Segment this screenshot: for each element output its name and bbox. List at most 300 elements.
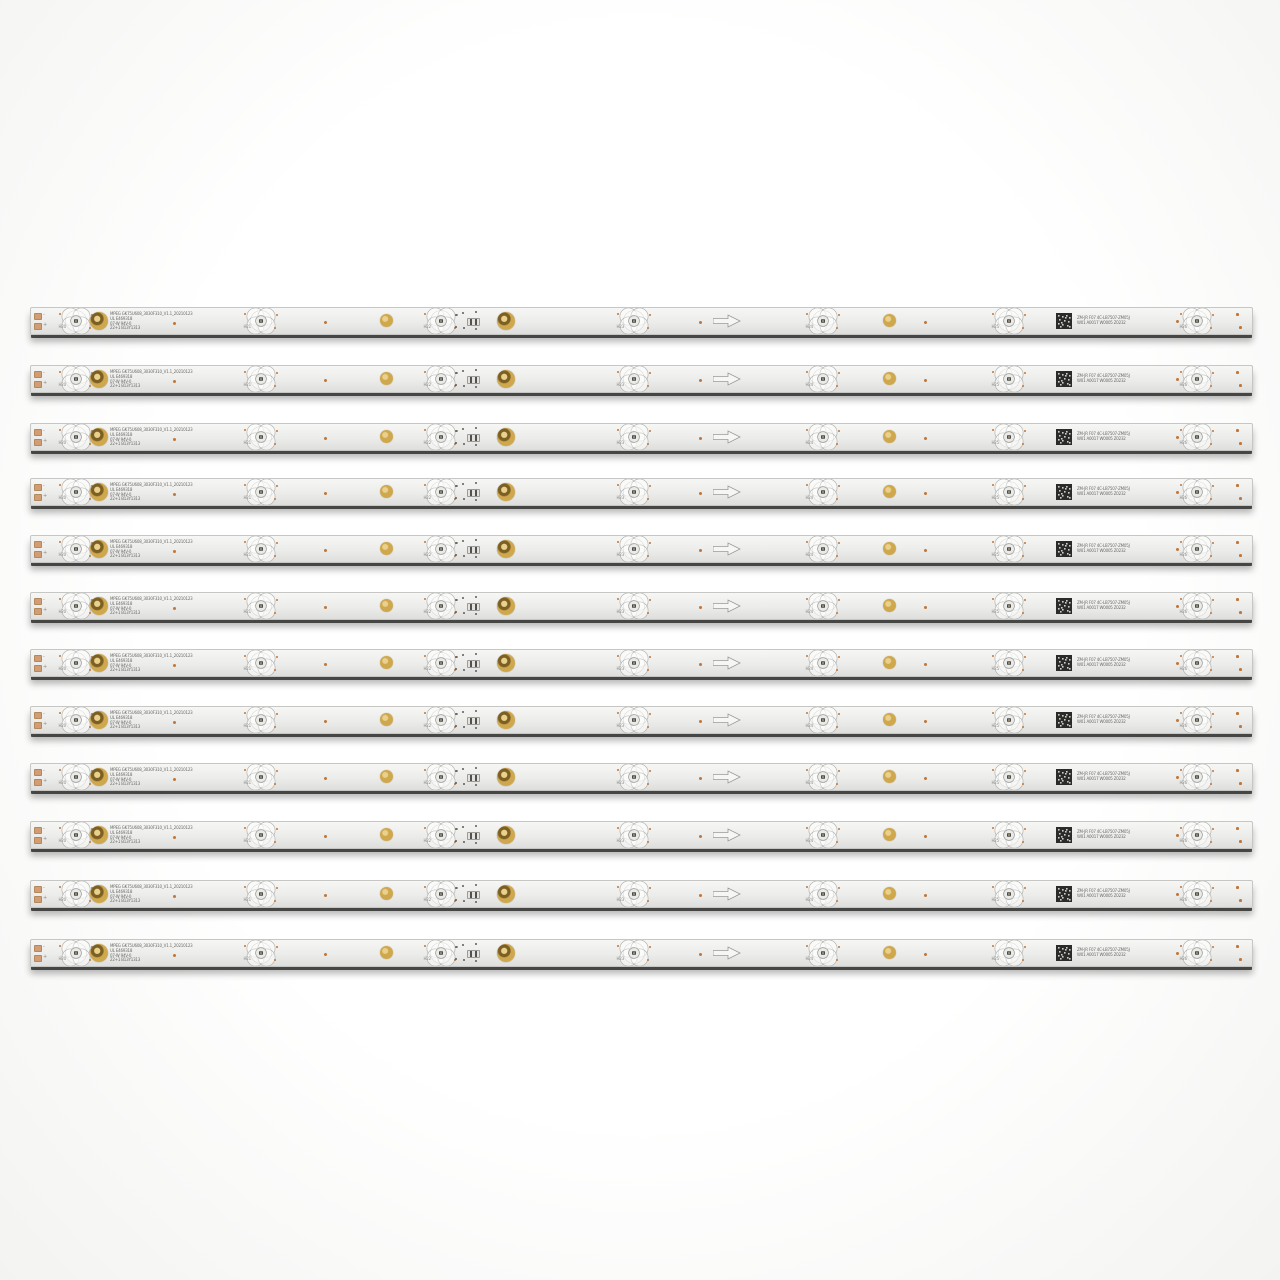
component-dot <box>462 597 464 599</box>
fiducial-dot <box>324 437 327 440</box>
screw-hole <box>90 370 108 388</box>
led-position-label: H21 <box>243 552 251 557</box>
direction-arrow-icon <box>713 599 741 613</box>
led-position-label: H25 <box>991 552 999 557</box>
component-dot <box>475 842 477 844</box>
fiducial-dot <box>173 836 176 839</box>
component-dot <box>455 542 457 544</box>
connector-pad <box>34 429 42 436</box>
led-position-label: H22 <box>423 780 431 785</box>
led-lens <box>243 593 279 619</box>
polarity-mark: + <box>43 493 48 499</box>
fiducial-dot <box>173 550 176 553</box>
led-position-label: H24 <box>805 382 813 387</box>
fiducial-dot <box>1176 834 1179 837</box>
led-lens <box>991 593 1027 619</box>
screw-hole <box>90 312 108 330</box>
silkscreen-text-left: UL E469318 <box>110 600 133 606</box>
mounting-hole <box>380 946 393 959</box>
mounting-hole <box>883 430 896 443</box>
silkscreen-text-left: 07-W 94V-0 <box>110 548 132 554</box>
led-position-label: H21 <box>243 666 251 671</box>
led-lens <box>58 707 94 733</box>
led-lens <box>423 764 459 790</box>
led-lens <box>991 308 1027 334</box>
mounting-hole <box>883 713 896 726</box>
component-dot <box>475 482 477 484</box>
mounting-hole <box>380 770 393 783</box>
component-dot <box>462 885 464 887</box>
led-position-label: H26 <box>1179 609 1187 614</box>
polarity-mark: + <box>43 721 48 727</box>
direction-arrow-icon <box>713 770 741 784</box>
led-lens <box>805 650 841 676</box>
led-lens <box>423 650 459 676</box>
led-lens <box>805 707 841 733</box>
silkscreen-text-left: UL E469318 <box>110 714 133 720</box>
component-dot <box>463 959 465 961</box>
polarity-mark: + <box>43 607 48 613</box>
component-dot <box>475 499 477 501</box>
polarity-mark: + <box>43 550 48 556</box>
datamatrix-code-icon <box>1056 313 1072 329</box>
datamatrix-code-icon <box>1056 655 1072 671</box>
silkscreen-text-left: 22+1 B13Y1313 <box>110 325 141 331</box>
fiducial-dot <box>699 720 702 723</box>
silkscreen-text-right: W01 A0017 W0005 Z0232 <box>1077 320 1126 325</box>
fiducial-dot <box>173 380 176 383</box>
fiducial-dot <box>173 895 176 898</box>
fiducial-dot <box>699 894 702 897</box>
silkscreen-text-left: MPEG GK75U608_3030F310_V1.1_20210123 <box>110 710 193 715</box>
component-dot <box>475 539 477 541</box>
silkscreen-text-left: UL E469318 <box>110 373 133 379</box>
led-position-label: H25 <box>991 324 999 329</box>
fiducial-dot <box>924 606 927 609</box>
end-solder-dot <box>1236 827 1239 830</box>
led-position-label: H20 <box>58 609 66 614</box>
fiducial-dot <box>173 664 176 667</box>
end-solder-dot <box>1239 668 1242 671</box>
led-lens <box>243 308 279 334</box>
led-position-label: H23 <box>616 440 624 445</box>
led-position-label: H24 <box>805 897 813 902</box>
led-lens <box>805 308 841 334</box>
component-dot <box>463 669 465 671</box>
silkscreen-text-left: UL E469318 <box>110 657 133 663</box>
component-dot <box>475 444 477 446</box>
silkscreen-text-right: ZM-JR F07 4C-LB7507-ZM05J <box>1077 543 1130 548</box>
led-position-label: H22 <box>423 838 431 843</box>
direction-arrow-icon <box>713 656 741 670</box>
component-dot <box>463 612 465 614</box>
led-position-label: H25 <box>991 609 999 614</box>
led-lens <box>991 940 1027 966</box>
fiducial-dot <box>1176 378 1179 381</box>
fiducial-dot <box>173 438 176 441</box>
mounting-hole <box>380 713 393 726</box>
fiducial-dot <box>173 493 176 496</box>
end-solder-dot <box>1239 611 1242 614</box>
component-dot <box>462 711 464 713</box>
polarity-mark: + <box>43 895 48 901</box>
led-lens <box>616 479 652 505</box>
mounting-hole <box>380 372 393 385</box>
direction-arrow-icon <box>713 946 741 960</box>
led-lens <box>423 940 459 966</box>
fiducial-dot <box>324 663 327 666</box>
led-position-label: H25 <box>991 382 999 387</box>
silkscreen-text-left: 07-W 94V-0 <box>110 491 132 497</box>
led-lens <box>58 424 94 450</box>
led-lens <box>805 940 841 966</box>
component-dot <box>475 727 477 729</box>
polarity-mark: + <box>43 380 48 386</box>
led-position-label: H22 <box>423 609 431 614</box>
screw-hole <box>90 826 108 844</box>
connector-pad <box>34 598 42 605</box>
fiducial-dot <box>924 894 927 897</box>
silkscreen-text-left: 22+1 B13Y1313 <box>110 839 141 845</box>
silkscreen-text-left: 22+1 B13Y1313 <box>110 610 141 616</box>
component-dot <box>462 428 464 430</box>
silkscreen-text-left: MPEG GK75U608_3030F310_V1.1_20210123 <box>110 311 193 316</box>
datamatrix-code-icon <box>1056 484 1072 500</box>
fiducial-dot <box>924 835 927 838</box>
led-position-label: H22 <box>423 552 431 557</box>
resistor-component <box>467 660 480 668</box>
silkscreen-text-right: ZM-JR F07 4C-LB7507-ZM05J <box>1077 315 1130 320</box>
led-position-label: H26 <box>1179 956 1187 961</box>
screw-hole <box>497 370 515 388</box>
direction-arrow-icon <box>713 314 741 328</box>
silkscreen-text-left: 22+1 B13Y1313 <box>110 441 141 447</box>
fiducial-dot <box>173 607 176 610</box>
led-position-label: H25 <box>991 440 999 445</box>
led-position-label: H26 <box>1179 723 1187 728</box>
led-lens <box>616 536 652 562</box>
screw-hole <box>497 428 515 446</box>
component-dot <box>475 710 477 712</box>
led-lens <box>616 881 652 907</box>
silkscreen-text-left: UL E469318 <box>110 771 133 777</box>
component-dot <box>455 725 457 727</box>
led-position-label: H24 <box>805 666 813 671</box>
silkscreen-text-left: 07-W 94V-0 <box>110 605 132 611</box>
component-dot <box>455 442 457 444</box>
silkscreen-text-left: 07-W 94V-0 <box>110 378 132 384</box>
connector-pad <box>34 712 42 719</box>
fiducial-dot <box>324 492 327 495</box>
led-position-label: H23 <box>616 838 624 843</box>
led-lens <box>58 593 94 619</box>
silkscreen-text-right: W01 A0017 W0005 Z0232 <box>1077 719 1126 724</box>
direction-arrow-icon <box>713 485 741 499</box>
fiducial-dot <box>699 379 702 382</box>
component-dot <box>475 427 477 429</box>
fiducial-dot <box>924 720 927 723</box>
end-solder-dot <box>1239 442 1242 445</box>
led-lens <box>58 940 94 966</box>
connector-pad <box>34 896 42 903</box>
led-strip <box>30 423 1253 451</box>
screw-hole <box>90 654 108 672</box>
component-dot <box>455 326 457 328</box>
led-lens <box>1179 424 1215 450</box>
datamatrix-code-icon <box>1056 945 1072 961</box>
component-dot <box>463 385 465 387</box>
connector-pad <box>34 313 42 320</box>
led-position-label: H21 <box>243 897 251 902</box>
led-position-label: H23 <box>616 495 624 500</box>
component-dot <box>455 782 457 784</box>
led-position-label: H23 <box>616 666 624 671</box>
component-dot <box>455 430 457 432</box>
component-dot <box>475 369 477 371</box>
resistor-component <box>467 774 480 782</box>
end-solder-dot <box>1239 899 1242 902</box>
led-position-label: H20 <box>58 666 66 671</box>
led-position-label: H23 <box>616 324 624 329</box>
connector-pad <box>34 769 42 776</box>
led-lens <box>243 479 279 505</box>
led-position-label: H21 <box>243 838 251 843</box>
led-lens <box>991 650 1027 676</box>
led-lens <box>805 479 841 505</box>
polarity-mark: - <box>43 483 45 489</box>
silkscreen-text-left: MPEG GK75U608_3030F310_V1.1_20210123 <box>110 482 193 487</box>
silkscreen-text-left: MPEG GK75U608_3030F310_V1.1_20210123 <box>110 369 193 374</box>
silkscreen-text-right: W01 A0017 W0005 Z0232 <box>1077 893 1126 898</box>
polarity-mark: - <box>43 711 45 717</box>
led-lens <box>805 881 841 907</box>
screw-hole <box>497 483 515 501</box>
led-position-label: H20 <box>58 838 66 843</box>
end-solder-dot <box>1239 725 1242 728</box>
led-position-label: H20 <box>58 897 66 902</box>
connector-pad <box>34 955 42 962</box>
led-position-label: H24 <box>805 495 813 500</box>
led-position-label: H25 <box>991 780 999 785</box>
led-position-label: H20 <box>58 723 66 728</box>
screw-hole <box>90 885 108 903</box>
silkscreen-text-left: MPEG GK75U608_3030F310_V1.1_20210123 <box>110 653 193 658</box>
silkscreen-text-right: ZM-JR F07 4C-LB7507-ZM05J <box>1077 829 1130 834</box>
component-dot <box>462 483 464 485</box>
silkscreen-text-left: MPEG GK75U608_3030F310_V1.1_20210123 <box>110 767 193 772</box>
led-position-label: H22 <box>423 382 431 387</box>
silkscreen-text-left: UL E469318 <box>110 829 133 835</box>
resistor-component <box>467 318 480 326</box>
led-lens <box>1179 536 1215 562</box>
end-solder-dot <box>1236 371 1239 374</box>
component-dot <box>463 327 465 329</box>
led-position-label: H24 <box>805 552 813 557</box>
connector-pad <box>34 439 42 446</box>
connector-pad <box>34 494 42 501</box>
mounting-hole <box>380 485 393 498</box>
silkscreen-text-left: 07-W 94V-0 <box>110 952 132 958</box>
silkscreen-text-right: ZM-JR F07 4C-LB7507-ZM05J <box>1077 888 1130 893</box>
end-solder-dot <box>1236 598 1239 601</box>
led-lens <box>243 366 279 392</box>
led-position-label: H20 <box>58 956 66 961</box>
led-lens <box>423 593 459 619</box>
datamatrix-code-icon <box>1056 541 1072 557</box>
silkscreen-text-right: W01 A0017 W0005 Z0232 <box>1077 662 1126 667</box>
fiducial-dot <box>324 549 327 552</box>
fiducial-dot <box>1176 605 1179 608</box>
led-position-label: H24 <box>805 780 813 785</box>
mounting-hole <box>380 599 393 612</box>
component-dot <box>455 656 457 658</box>
mounting-hole <box>883 656 896 669</box>
led-lens <box>423 822 459 848</box>
polarity-mark: - <box>43 597 45 603</box>
mounting-hole <box>883 828 896 841</box>
led-position-label: H23 <box>616 609 624 614</box>
led-position-label: H25 <box>991 723 999 728</box>
silkscreen-text-right: ZM-JR F07 4C-LB7507-ZM05J <box>1077 771 1130 776</box>
component-dot <box>462 826 464 828</box>
screw-hole <box>90 711 108 729</box>
silkscreen-text-right: ZM-JR F07 4C-LB7507-ZM05J <box>1077 714 1130 719</box>
led-position-label: H26 <box>1179 382 1187 387</box>
fiducial-dot <box>699 953 702 956</box>
led-lens <box>616 940 652 966</box>
resistor-component <box>467 832 480 840</box>
direction-arrow-icon <box>713 430 741 444</box>
fiducial-dot <box>1176 719 1179 722</box>
mounting-hole <box>883 314 896 327</box>
resistor-component <box>467 891 480 899</box>
silkscreen-text-left: UL E469318 <box>110 431 133 437</box>
connector-pad <box>34 722 42 729</box>
silkscreen-text-right: ZM-JR F07 4C-LB7507-ZM05J <box>1077 947 1130 952</box>
silkscreen-text-left: 22+1 B13Y1313 <box>110 667 141 673</box>
datamatrix-code-icon <box>1056 371 1072 387</box>
connector-pad <box>34 381 42 388</box>
led-strip <box>30 592 1253 620</box>
led-lens <box>991 822 1027 848</box>
led-position-label: H23 <box>616 956 624 961</box>
component-dot <box>455 899 457 901</box>
led-position-label: H25 <box>991 666 999 671</box>
led-position-label: H23 <box>616 382 624 387</box>
led-lens <box>58 822 94 848</box>
led-position-label: H21 <box>243 324 251 329</box>
led-lens <box>243 881 279 907</box>
fiducial-dot <box>1176 491 1179 494</box>
silkscreen-text-left: UL E469318 <box>110 486 133 492</box>
led-lens <box>1179 650 1215 676</box>
end-solder-dot <box>1239 497 1242 500</box>
led-position-label: H26 <box>1179 666 1187 671</box>
led-lens <box>58 881 94 907</box>
screw-hole <box>90 597 108 615</box>
led-strip <box>30 649 1253 677</box>
led-position-label: H24 <box>805 609 813 614</box>
led-position-label: H22 <box>423 324 431 329</box>
silkscreen-text-left: 07-W 94V-0 <box>110 893 132 899</box>
led-strip <box>30 478 1253 506</box>
led-lens <box>616 764 652 790</box>
silkscreen-text-left: UL E469318 <box>110 888 133 894</box>
fiducial-dot <box>173 721 176 724</box>
led-lens <box>991 366 1027 392</box>
end-solder-dot <box>1239 958 1242 961</box>
mounting-hole <box>883 599 896 612</box>
end-solder-dot <box>1236 541 1239 544</box>
screw-hole <box>90 944 108 962</box>
polarity-mark: + <box>43 954 48 960</box>
polarity-mark: + <box>43 778 48 784</box>
component-dot <box>463 443 465 445</box>
screw-hole <box>90 483 108 501</box>
led-position-label: H25 <box>991 897 999 902</box>
component-dot <box>475 901 477 903</box>
connector-pad <box>34 323 42 330</box>
polarity-mark: - <box>43 768 45 774</box>
end-solder-dot <box>1236 945 1239 948</box>
fiducial-dot <box>699 835 702 838</box>
silkscreen-text-right: W01 A0017 W0005 Z0232 <box>1077 834 1126 839</box>
led-lens <box>616 366 652 392</box>
led-lens <box>58 308 94 334</box>
fiducial-dot <box>924 437 927 440</box>
connector-pad <box>34 371 42 378</box>
led-position-label: H26 <box>1179 324 1187 329</box>
fiducial-dot <box>1176 548 1179 551</box>
led-lens <box>616 707 652 733</box>
connector-pad <box>34 655 42 662</box>
connector-pad <box>34 837 42 844</box>
led-lens <box>805 822 841 848</box>
silkscreen-text-left: MPEG GK75U608_3030F310_V1.1_20210123 <box>110 884 193 889</box>
led-lens <box>616 308 652 334</box>
screw-hole <box>497 826 515 844</box>
component-dot <box>455 840 457 842</box>
mounting-hole <box>883 770 896 783</box>
fiducial-dot <box>1176 952 1179 955</box>
led-position-label: H22 <box>423 897 431 902</box>
led-lens <box>423 707 459 733</box>
polarity-mark: - <box>43 312 45 318</box>
silkscreen-text-left: 22+1 B13Y1313 <box>110 957 141 963</box>
led-strip <box>30 763 1253 791</box>
fiducial-dot <box>924 549 927 552</box>
fiducial-dot <box>699 321 702 324</box>
polarity-mark: - <box>43 428 45 434</box>
led-position-label: H20 <box>58 440 66 445</box>
led-lens <box>616 424 652 450</box>
led-position-label: H20 <box>58 382 66 387</box>
silkscreen-text-left: 22+1 B13Y1313 <box>110 781 141 787</box>
led-lens <box>805 536 841 562</box>
led-position-label: H21 <box>243 780 251 785</box>
led-lens <box>805 593 841 619</box>
component-dot <box>455 314 457 316</box>
led-lens <box>243 940 279 966</box>
polarity-mark: - <box>43 826 45 832</box>
fiducial-dot <box>324 777 327 780</box>
led-lens <box>616 650 652 676</box>
silkscreen-text-left: 07-W 94V-0 <box>110 719 132 725</box>
led-position-label: H22 <box>423 956 431 961</box>
led-lens <box>1179 707 1215 733</box>
datamatrix-code-icon <box>1056 886 1072 902</box>
led-strip <box>30 307 1253 335</box>
